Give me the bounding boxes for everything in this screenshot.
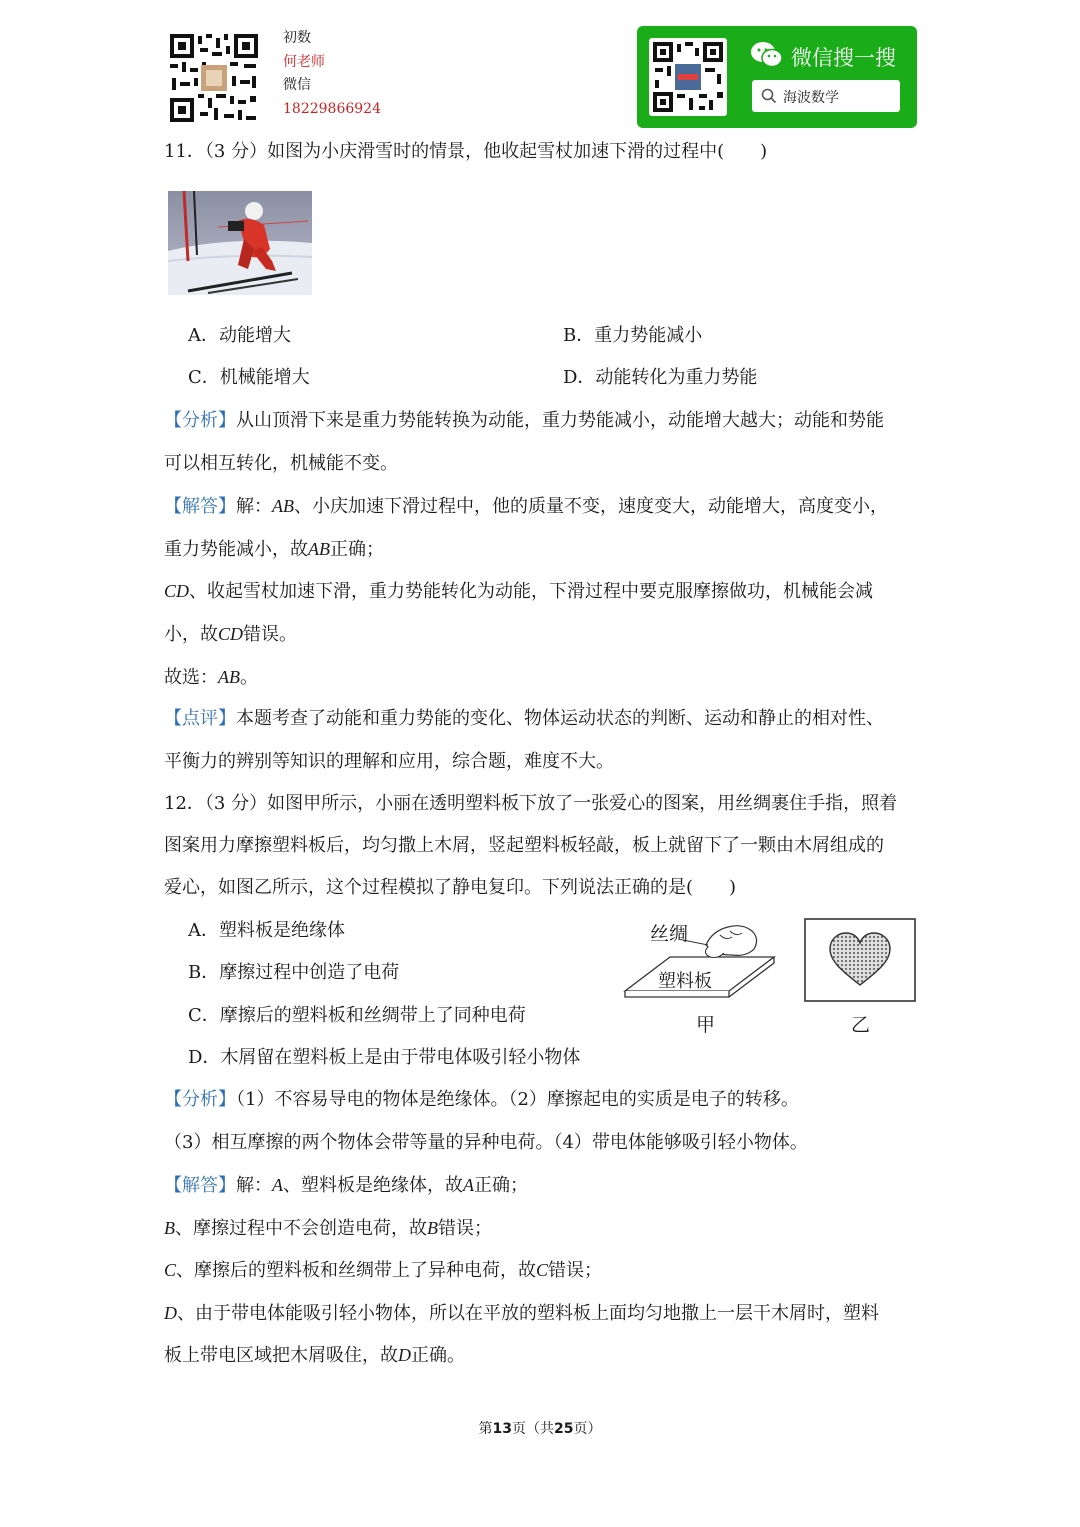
q11-choose-line [164, 664, 258, 691]
q12-analysis-line-1 [164, 1087, 799, 1113]
q12-answer-var: D [398, 1345, 411, 1365]
current-page: 13 [492, 1421, 512, 1437]
qr-code-icon [168, 32, 260, 124]
q11-answer-text: 、小庆加速下滑过程中，他的质量不变，速度变大，动能增大，高度变小， [294, 496, 888, 517]
q11-answer-var: AB [272, 496, 294, 516]
q12-answer-var: A [463, 1175, 474, 1195]
q12-answer-var: A [272, 1175, 283, 1195]
wechat-logo-icon [750, 40, 784, 70]
q12-answer-text: 错误； [548, 1260, 603, 1281]
q12-answer-line-4 [164, 1300, 879, 1327]
answer-tag: 【解答】 [164, 1175, 236, 1196]
q11-ski-photo [168, 191, 312, 295]
q11-option-d: D．动能转化为重力势能 [563, 367, 758, 388]
q12-answer-var: C [536, 1260, 549, 1280]
q11-comment-line-2: 平衡力的辨别等知识的理解和应用，综合题，难度不大。 [164, 751, 614, 772]
contact-line-3: 微信 [283, 77, 311, 93]
q12-answer-line-3 [164, 1257, 602, 1284]
qr-code [168, 32, 260, 124]
q12-answer-var: C [164, 1260, 177, 1280]
q12-answer-text: 、摩擦过程中不会创造电荷，故 [175, 1218, 427, 1239]
q11-answer-text: 重力势能减小，故 [164, 539, 308, 560]
wechat-search-banner[interactable] [637, 26, 917, 128]
wechat-search-text: 海波数学 [783, 90, 839, 106]
q11-choose-text: 。 [240, 667, 258, 688]
q11-answer-text: 正确； [330, 539, 384, 560]
answer-tag: 【解答】 [164, 496, 236, 517]
q11-answer-var: AB [308, 539, 330, 559]
q12-answer-text: 正确。 [411, 1345, 465, 1366]
q11-stem: 11．（3 分）如图为小庆滑雪时的情景，他收起雪杖加速下滑的过程中( ) [164, 141, 768, 162]
q12-answer-line-5 [164, 1342, 465, 1369]
q11-answer-line-4 [164, 621, 297, 648]
q12-analysis-text-1: （1）不容易导电的物体是绝缘体。（2）摩擦起电的实质是电子的转移。 [236, 1089, 799, 1110]
q12-answer-text: 正确； [474, 1175, 528, 1196]
q11-answer-text: 小，故 [164, 624, 218, 645]
q11-answer-text: 解： [236, 496, 272, 517]
q12-option-d: D．木屑留在塑料板上是由于带电体吸引轻小物体 [188, 1047, 581, 1068]
q12-answer-var: B [427, 1218, 438, 1238]
analysis-tag: 【分析】 [164, 410, 236, 431]
q12-answer-text: 解： [236, 1175, 272, 1196]
q12-answer-var: B [164, 1218, 175, 1238]
page-number-text: 页（共 [512, 1421, 554, 1437]
q11-answer-line-1 [164, 493, 888, 520]
plastic-board-label: 塑料板 [658, 971, 712, 992]
q11-option-c: C．机械能增大 [188, 367, 310, 388]
q11-answer-var: CD [164, 581, 190, 601]
q12-analysis-line-2: （3）相互摩擦的两个物体会带等量的异种电荷。（4）带电体能够吸引轻小物体。 [164, 1132, 808, 1153]
qr-code-icon [649, 38, 727, 116]
comment-tag: 【点评】 [164, 708, 236, 729]
q11-option-b: B．重力势能减小 [563, 325, 703, 346]
q12-figure [620, 915, 920, 1035]
search-icon [761, 88, 777, 104]
figure-yi-label: 乙 [851, 1014, 871, 1036]
contact-phone: 18229866924 [283, 101, 381, 117]
q12-answer-var: D [164, 1303, 177, 1323]
q12-stem-line-1: 12．（3 分）如图甲所示，小丽在透明塑料板下放了一张爱心的图案，用丝绸裹住手指，照着 [164, 793, 898, 814]
q11-comment-line-1 [164, 706, 884, 732]
silk-label: 丝绸 [650, 923, 689, 945]
q12-answer-text: 、塑料板是绝缘体，故 [283, 1175, 463, 1196]
q12-option-c: C．摩擦后的塑料板和丝绸带上了同种电荷 [188, 1005, 526, 1026]
q11-answer-line-2 [164, 536, 384, 563]
q12-option-b: B．摩擦过程中创造了电荷 [188, 962, 400, 983]
wechat-search-input[interactable] [752, 80, 900, 112]
q11-analysis-line-2: 可以相互转化，机械能不变。 [164, 453, 398, 474]
q12-stem-line-3: 爱心，如图乙所示，这个过程模拟了静电复印。下列说法正确的是( ) [164, 877, 737, 898]
q11-choose-var: AB [218, 667, 240, 687]
q11-analysis-line-1 [164, 408, 884, 434]
q11-answer-text: 错误。 [243, 624, 298, 645]
q11-analysis-text-1: 从山顶滑下来是重力势能转换为动能，重力势能减小，动能增大越大；动能和势能 [236, 410, 884, 431]
q11-comment-text-1: 本题考查了动能和重力势能的变化、物体运动状态的判断、运动和静止的相对性、 [236, 708, 884, 729]
page-number-text: 页） [573, 1421, 602, 1437]
q12-stem-line-2: 图案用力摩擦塑料板后，均匀撒上木屑，竖起塑料板轻敲，板上就留下了一颗由木屑组成的 [164, 835, 884, 856]
q12-answer-text: 板上带电区域把木屑吸住，故 [164, 1345, 398, 1366]
contact-line-1: 初数 [283, 30, 311, 46]
q12-answer-text: 、摩擦后的塑料板和丝绸带上了异种电荷，故 [176, 1260, 537, 1281]
analysis-tag: 【分析】 [164, 1089, 236, 1110]
q12-answer-text: 、由于带电体能吸引轻小物体，所以在平放的塑料板上面均匀地撒上一层干木屑时，塑料 [177, 1303, 879, 1324]
q12-answer-line-1 [164, 1172, 528, 1199]
wechat-search-title: 微信搜一搜 [791, 46, 896, 70]
q12-answer-text: 错误； [438, 1218, 492, 1239]
q12-option-a: A．塑料板是绝缘体 [188, 920, 345, 941]
q12-answer-line-2 [164, 1215, 492, 1242]
q11-answer-var: CD [218, 624, 244, 644]
total-pages: 25 [554, 1421, 574, 1437]
contact-name: 何老师 [283, 54, 325, 70]
q11-choose-text: 故选： [164, 667, 218, 688]
q11-answer-line-3 [164, 578, 873, 605]
figure-jia-label: 甲 [696, 1014, 716, 1036]
page-number-text: 第 [478, 1421, 493, 1437]
q11-answer-text: 、收起雪杖加速下滑，重力势能转化为动能，下滑过程中要克服摩擦做功，机械能会减 [189, 581, 874, 602]
q11-option-a: A．动能增大 [188, 325, 291, 346]
page-number [0, 1418, 1080, 1438]
